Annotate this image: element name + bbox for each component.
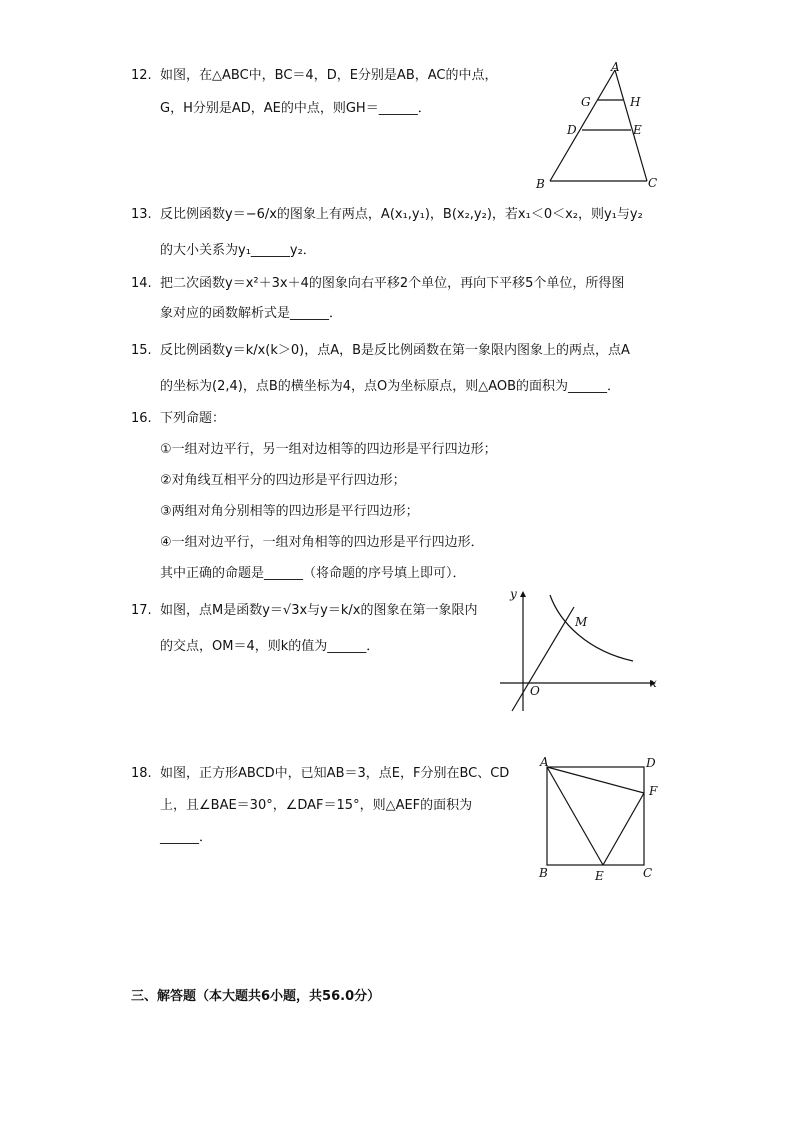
q12-text-line2: G，H分别是AD，AE的中点，则GH＝______． [160, 101, 431, 116]
q13-text-line1: 反比例函数y＝−6/x的图象上有两点，A(x₁,y₁)，B(x₂,y₂)，若x₁＜0＜x₂，则y₁与y₂ [160, 207, 643, 222]
q17-y-axis-arrow [520, 591, 526, 597]
q12-triangle-figure [530, 60, 665, 195]
q18-label-c: C [643, 866, 653, 880]
q17-label-m: M [575, 615, 588, 629]
q12-label-g: G [581, 95, 591, 109]
q17-text-line2: 的交点，OM＝4，则k的值为______． [160, 639, 380, 654]
q12-number: 12. [131, 68, 152, 83]
q18-label-a: A [540, 755, 549, 769]
q17-number: 17. [131, 603, 152, 618]
q12-side-ab [550, 70, 615, 181]
q18-text-line3: ______． [160, 830, 213, 845]
q18-label-d: D [646, 756, 656, 770]
q13-text-line2: 的大小关系为y₁______y₂． [160, 243, 316, 258]
q18-square-figure [535, 752, 665, 884]
q12-side-ac [615, 70, 647, 181]
q13-number: 13. [131, 207, 152, 222]
q14-text-line1: 把二次函数y＝x²＋3x＋4的图象向右平移2个单位，再向下平移5个单位，所得图 [160, 276, 625, 291]
q12-label-h: H [630, 95, 641, 109]
q16-ending: 其中正确的命题是______（将命题的序号填上即可）． [160, 566, 466, 581]
q18-segment-ae [547, 767, 603, 865]
q17-graph-figure [498, 583, 663, 715]
q16-item-3: ③两组对角分别相等的四边形是平行四边形； [160, 504, 419, 519]
q12-label-c: C [648, 176, 658, 190]
q17-line-graph [512, 607, 574, 711]
q18-segment-ef [603, 793, 644, 865]
q18-text-line2: 上，且∠BAE＝30°，∠DAF＝15°，则△AEF的面积为 [160, 798, 473, 813]
q18-label-e: E [595, 869, 604, 883]
q12-label-b: B [536, 177, 545, 191]
q12-text-line1: 如图，在△ABC中，BC＝4，D，E分别是AB，AC的中点， [160, 68, 498, 83]
q12-label-e: E [633, 123, 642, 137]
q17-hyperbola-graph [550, 595, 633, 661]
q14-number: 14. [131, 276, 152, 291]
q18-text-line1: 如图，正方形ABCD中，已知AB＝3，点E，F分别在BC、CD [160, 766, 510, 781]
q14-text-line2: 象对应的函数解析式是______． [160, 306, 343, 321]
q16-intro: 下列命题： [160, 411, 226, 426]
q16-item-2: ②对角线互相平分的四边形是平行四边形； [160, 473, 406, 488]
q15-text-line2: 的坐标为(2,4)，点B的横坐标为4，点O为坐标原点，则△AOB的面积为______． [160, 379, 621, 394]
q18-label-b: B [539, 866, 548, 880]
q17-label-o: O [530, 684, 540, 698]
q17-text-line1: 如图，点M是函数y＝√3x与y＝k/x的图象在第一象限内 [160, 603, 478, 618]
q15-number: 15. [131, 343, 152, 358]
q12-label-d: D [567, 123, 577, 137]
q18-segment-af [547, 767, 644, 793]
q12-label-a: A [611, 60, 620, 74]
q17-label-y: y [510, 587, 517, 601]
q18-number: 18. [131, 766, 152, 781]
q16-number: 16. [131, 411, 152, 426]
q16-item-1: ①一组对边平行，另一组对边相等的四边形是平行四边形； [160, 442, 497, 457]
q15-text-line1: 反比例函数y＝k/x(k＞0)，点A，B是反比例函数在第一象限内图象上的两点，点A [160, 343, 630, 358]
q16-item-4: ④一组对边平行，一组对角相等的四边形是平行四边形． [160, 535, 484, 550]
section3-heading: 三、解答题（本大题共6小题，共56.0分） [131, 989, 381, 1004]
q18-label-f: F [649, 784, 658, 798]
q18-square-abcd [547, 767, 644, 865]
q17-label-x: x [650, 676, 657, 690]
